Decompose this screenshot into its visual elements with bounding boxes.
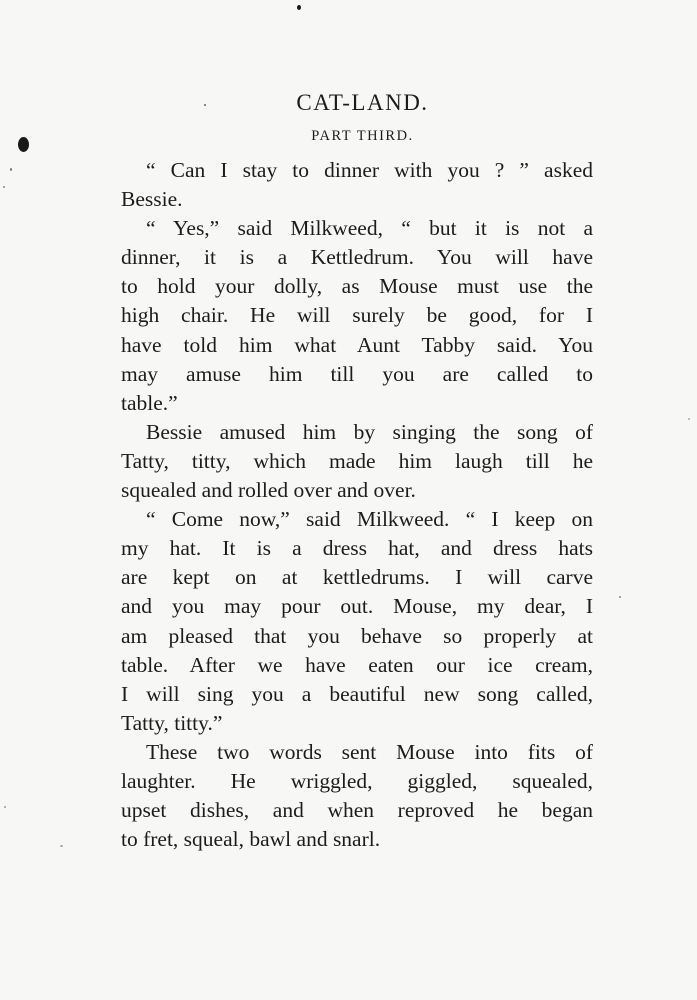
chapter-subtitle: PART THIRD. xyxy=(311,128,414,144)
print-speck xyxy=(3,186,5,188)
print-speck xyxy=(60,845,63,847)
text-line: to hold your dolly, as Mouse must use the xyxy=(121,274,593,299)
text-line: Bessie. xyxy=(121,187,183,212)
print-speck xyxy=(619,596,621,598)
text-line: to fret, squeal, bawl and snarl. xyxy=(121,827,381,852)
text-line: dinner, it is a Kettledrum. You will have xyxy=(121,245,593,270)
text-line: am pleased that you behave so properly at xyxy=(121,623,593,648)
text-line: “ Come now,” said Milkweed. “ I keep on xyxy=(146,507,593,532)
text-line: upset dishes, and when reproved he began xyxy=(121,798,593,823)
text-line: are kept on at kettledrums. I will carve xyxy=(121,565,593,590)
page-title: CAT-LAND. xyxy=(296,90,429,115)
print-speck xyxy=(10,168,12,171)
text-line: may amuse him till you are called to xyxy=(121,361,593,386)
text-line: table.” xyxy=(121,390,178,415)
text-line: “ Can I stay to dinner with you ? ” asked xyxy=(146,158,593,182)
text-line: Bessie amused him by singing the song of xyxy=(146,419,593,444)
text-line: These two words sent Mouse into fits of xyxy=(146,739,593,764)
text-line: laughter. He wriggled, giggled, squealed, xyxy=(121,768,593,793)
text-line: I will sing you a beautiful new song called, xyxy=(121,681,593,706)
print-speck xyxy=(688,418,690,420)
story-text xyxy=(121,156,593,854)
print-speck xyxy=(297,5,301,10)
text-line: high chair. He will surely be good, for I xyxy=(121,303,593,328)
text-line: have told him what Aunt Tabby said. You xyxy=(121,332,593,357)
text-line: Tatty, titty.” xyxy=(121,710,223,735)
text-line: “ Yes,” said Milkweed, “ but it is not a xyxy=(146,216,593,241)
print-speck xyxy=(4,806,6,808)
text-line: squealed and rolled over and over. xyxy=(121,478,416,503)
text-line: my hat. It is a dress hat, and dress hats xyxy=(121,536,593,561)
text-line: and you may pour out. Mouse, my dear, I xyxy=(121,594,593,619)
text-line: Tatty, titty, which made him laugh till he xyxy=(121,448,593,473)
text-line: table. After we have eaten our ice cream, xyxy=(121,652,593,677)
